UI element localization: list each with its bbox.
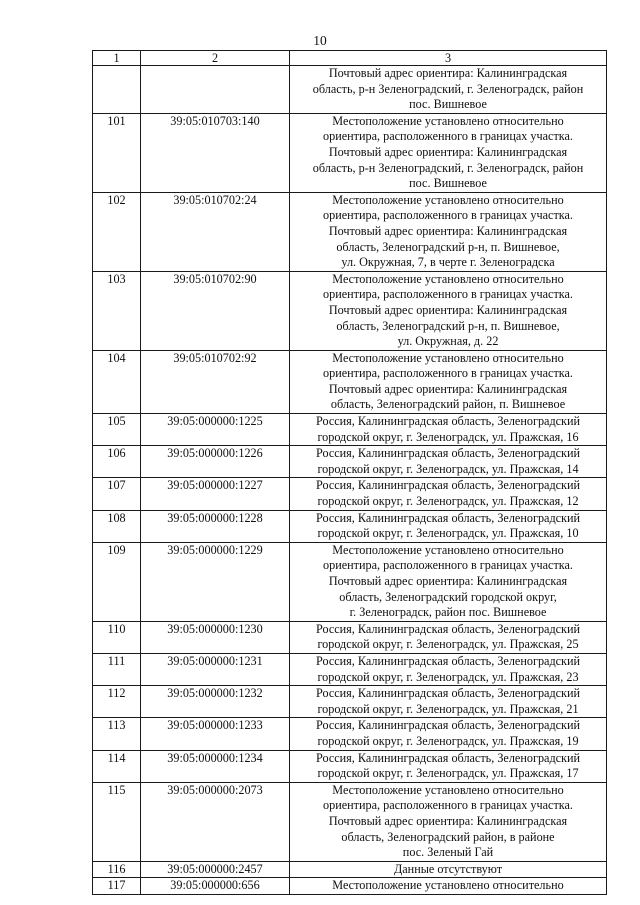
row-number-cell: 107 [93, 478, 141, 510]
table-row [93, 510, 607, 542]
location-description-cell: Россия, Калининградская область, Зеленоградский городской округ, г. Зеленоградск, ул. Пражская, 14 [290, 446, 607, 478]
cadastral-number-cell: 39:05:000000:1234 [141, 750, 290, 782]
table-row [93, 478, 607, 510]
land-plots-table [92, 50, 607, 895]
location-description-cell: Россия, Калининградская область, Зеленоградский городской округ, г. Зеленоградск, ул. Пражская, 10 [290, 510, 607, 542]
column-header-cadastral-number: 2 [141, 51, 290, 66]
row-number-cell: 113 [93, 718, 141, 750]
row-number-cell: 101 [93, 113, 141, 192]
table-row [93, 653, 607, 685]
row-number-cell [93, 66, 141, 114]
location-description-cell: Почтовый адрес ориентира: Калининградская область, р-н Зеленоградский, г. Зеленоградск, район пос. Вишневое [290, 66, 607, 114]
table-row [93, 750, 607, 782]
table-row [93, 861, 607, 878]
cadastral-number-cell: 39:05:000000:1227 [141, 478, 290, 510]
location-description-cell: Местоположение установлено относительно ориентира, расположенного в границах участка. Почтовый адрес ориентира: Калининградская область, Зеленоградский район, п. Вишневое [290, 350, 607, 413]
table-row [93, 350, 607, 413]
cadastral-number-cell: 39:05:010703:140 [141, 113, 290, 192]
cadastral-number-cell: 39:05:000000:1228 [141, 510, 290, 542]
cadastral-number-cell: 39:05:000000:1230 [141, 621, 290, 653]
cadastral-number-cell: 39:05:000000:656 [141, 878, 290, 895]
cadastral-number-cell: 39:05:000000:2457 [141, 861, 290, 878]
table-row [93, 192, 607, 271]
cadastral-number-cell: 39:05:010702:90 [141, 271, 290, 350]
cadastral-number-cell: 39:05:000000:1229 [141, 542, 290, 621]
cadastral-number-cell: 39:05:000000:1226 [141, 446, 290, 478]
table-row [93, 414, 607, 446]
row-number-cell: 102 [93, 192, 141, 271]
cadastral-number-cell: 39:05:000000:2073 [141, 782, 290, 861]
location-description-cell: Местоположение установлено относительно ориентира, расположенного в границах участка. Почтовый адрес ориентира: Калининградская область, Зеленоградский городской округ, г. Зеленоградск, район пос. Вишневое [290, 542, 607, 621]
location-description-cell: Россия, Калининградская область, Зеленоградский городской округ, г. Зеленоградск, ул. Пражская, 23 [290, 653, 607, 685]
location-description-cell: Местоположение установлено относительно ориентира, расположенного в границах участка. Почтовый адрес ориентира: Калининградская область, Зеленоградский р-н, п. Вишневое, ул. Окружная, д. 22 [290, 271, 607, 350]
location-description-cell: Данные отсутствуют [290, 861, 607, 878]
location-description-cell: Местоположение установлено относительно ориентира, расположенного в границах участка. Почтовый адрес ориентира: Калининградская область, р-н Зеленоградский, г. Зеленоградск, район пос. Вишневое [290, 113, 607, 192]
row-number-cell: 117 [93, 878, 141, 895]
column-header-location: 3 [290, 51, 607, 66]
row-number-cell: 110 [93, 621, 141, 653]
row-number-cell: 112 [93, 686, 141, 718]
location-description-cell: Местоположение установлено относительно ориентира, расположенного в границах участка. Почтовый адрес ориентира: Калининградская область, Зеленоградский р-н, п. Вишневое, ул. Окружная, 7, в черте г. Зеленоградска [290, 192, 607, 271]
column-header-number: 1 [93, 51, 141, 66]
cadastral-number-cell: 39:05:000000:1231 [141, 653, 290, 685]
row-number-cell: 115 [93, 782, 141, 861]
location-description-cell: Россия, Калининградская область, Зеленоградский городской округ, г. Зеленоградск, ул. Пражская, 16 [290, 414, 607, 446]
location-description-cell: Местоположение установлено относительно ориентира, расположенного в границах участка. Почтовый адрес ориентира: Калининградская область, Зеленоградский район, в районе пос. Зеленый Гай [290, 782, 607, 861]
table-header-row [93, 51, 607, 66]
row-number-cell: 104 [93, 350, 141, 413]
row-number-cell: 109 [93, 542, 141, 621]
location-description-cell: Россия, Калининградская область, Зеленоградский городской округ, г. Зеленоградск, ул. Пражская, 12 [290, 478, 607, 510]
row-number-cell: 108 [93, 510, 141, 542]
page-number: 10 [313, 33, 327, 48]
row-number-cell: 103 [93, 271, 141, 350]
cadastral-number-cell: 39:05:010702:24 [141, 192, 290, 271]
table-row [93, 446, 607, 478]
location-description-cell: Местоположение установлено относительно [290, 878, 607, 895]
location-description-cell: Россия, Калининградская область, Зеленоградский городской округ, г. Зеленоградск, ул. Пражская, 25 [290, 621, 607, 653]
row-number-cell: 111 [93, 653, 141, 685]
cadastral-number-cell: 39:05:000000:1233 [141, 718, 290, 750]
row-number-cell: 105 [93, 414, 141, 446]
table-row [93, 878, 607, 895]
table-row [93, 66, 607, 114]
cadastral-number-cell: 39:05:000000:1232 [141, 686, 290, 718]
table-row [93, 113, 607, 192]
table-row [93, 686, 607, 718]
table-row [93, 621, 607, 653]
location-description-cell: Россия, Калининградская область, Зеленоградский городской округ, г. Зеленоградск, ул. Пражская, 17 [290, 750, 607, 782]
row-number-cell: 114 [93, 750, 141, 782]
location-description-cell: Россия, Калининградская область, Зеленоградский городской округ, г. Зеленоградск, ул. Пражская, 19 [290, 718, 607, 750]
table-row [93, 718, 607, 750]
table-row [93, 542, 607, 621]
row-number-cell: 116 [93, 861, 141, 878]
row-number-cell: 106 [93, 446, 141, 478]
table-row [93, 782, 607, 861]
table-row [93, 271, 607, 350]
cadastral-number-cell [141, 66, 290, 114]
cadastral-number-cell: 39:05:000000:1225 [141, 414, 290, 446]
location-description-cell: Россия, Калининградская область, Зеленоградский городской округ, г. Зеленоградск, ул. Пражская, 21 [290, 686, 607, 718]
cadastral-number-cell: 39:05:010702:92 [141, 350, 290, 413]
